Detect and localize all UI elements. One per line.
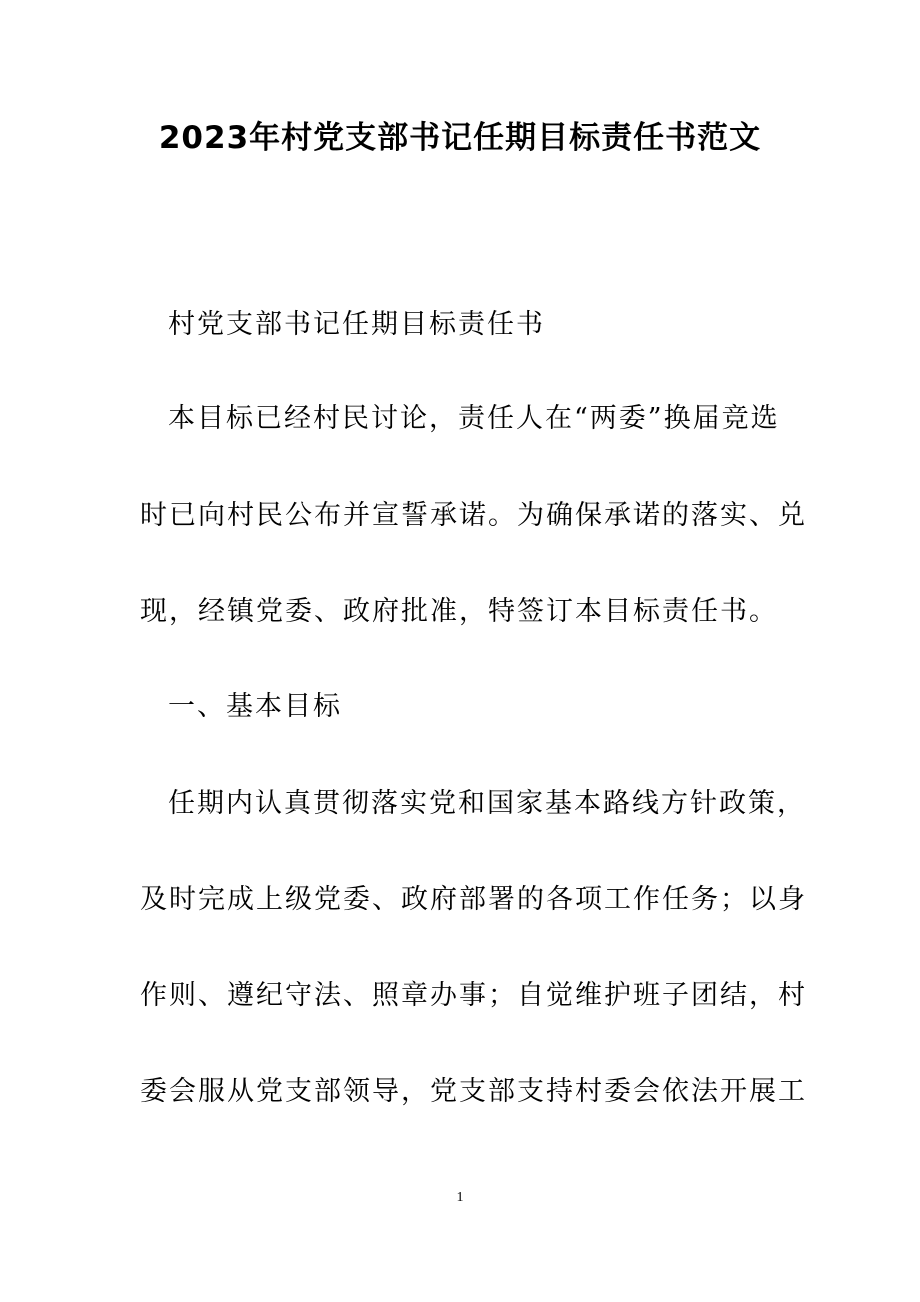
page-number: 1: [456, 1190, 464, 1205]
paragraph-line: 现，经镇党委、政府批准，特签订本目标责任书。: [140, 596, 778, 627]
section-heading: 一、基本目标: [168, 691, 342, 722]
paragraph-line: 委会服从党支部领导，党支部支持村委会依法开展工: [140, 1076, 807, 1107]
paragraph-line: 任期内认真贯彻落实党和国家基本路线方针政策，: [168, 788, 806, 819]
document-title: 2023年村党支部书记任期目标责任书范文: [158, 120, 762, 156]
paragraph-line: 及时完成上级党委、政府部署的各项工作任务；以身: [140, 884, 807, 915]
paragraph-line: 本目标已经村民讨论，责任人在“两委”换届竞选: [168, 403, 780, 434]
paragraph-line: 作则、遵纪守法、照章办事；自觉维护班子团结，村: [140, 980, 807, 1011]
subtitle-line: 村党支部书记任期目标责任书: [168, 309, 545, 340]
paragraph-line: 时已向村民公布并宣誓承诺。为确保承诺的落实、兑: [140, 500, 807, 531]
